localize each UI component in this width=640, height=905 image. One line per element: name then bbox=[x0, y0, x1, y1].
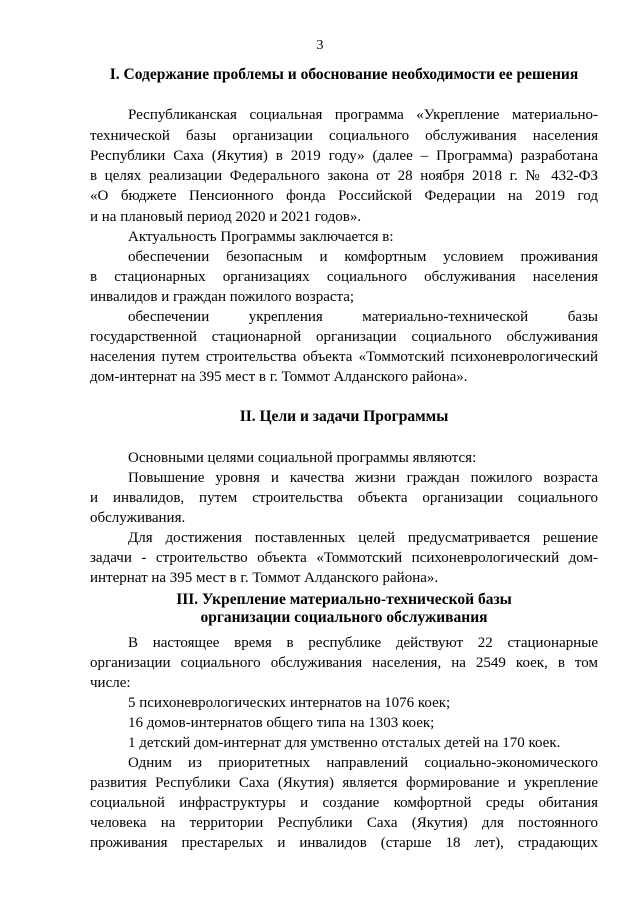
section-2-heading bbox=[90, 408, 598, 426]
paragraph-line: населения путем строительства объекта «Томмотский психоневрологический bbox=[90, 349, 598, 365]
paragraph-line: Актуальность Программы заключается в: bbox=[128, 229, 394, 245]
paragraph-line: задачи - строительство объекта «Томмотский психоневрологический дом- bbox=[90, 550, 598, 566]
paragraph-line: человека на территории Республики Саха (Якутия) для постоянного bbox=[90, 815, 598, 831]
paragraph-line: В настоящее время в республике действуют 22 стационарные bbox=[128, 635, 598, 651]
paragraph-line: Республики Саха (Якутия) в 2019 году» (далее – Программа) разработана bbox=[90, 148, 598, 164]
section-2-heading-text: II. Цели и задачи Программы bbox=[239, 408, 449, 425]
paragraph-line: Республиканская социальная программа «Укрепление материально- bbox=[128, 107, 598, 123]
paragraph-line: дом-интернат на 395 мест в г. Томмот Алданского района». bbox=[90, 369, 468, 385]
paragraph-line: обслуживания. bbox=[90, 510, 186, 526]
paragraph-line: инвалидов и граждан пожилого возраста; bbox=[90, 289, 355, 305]
paragraph-line: Одним из приоритетных направлений социально-экономического bbox=[128, 755, 598, 771]
paragraph-line: развития Республики Саха (Якутия) является формирование и укрепление bbox=[90, 775, 598, 791]
paragraph-line: и на плановый период 2020 и 2021 годов». bbox=[90, 209, 362, 225]
page-number: 3 bbox=[316, 38, 324, 53]
paragraph-line: проживания престарелых и инвалидов (старше 18 лет), страдающих bbox=[90, 835, 598, 851]
section-3-heading-line-2: организации социального обслуживания bbox=[200, 609, 488, 626]
paragraph-line: технической базы организации социального обслуживания населения bbox=[90, 128, 598, 144]
list-item: 16 домов-интернатов общего типа на 1303 коек; bbox=[128, 715, 435, 731]
section-3-heading bbox=[90, 591, 598, 627]
paragraph-line: Для достижения поставленных целей предусматривается решение bbox=[128, 530, 598, 546]
paragraph-line: социальной инфраструктуры и создание комфортной среды обитания bbox=[90, 795, 598, 811]
paragraph-line: в стационарных организациях социального обслуживания населения bbox=[90, 269, 598, 285]
list-item: 1 детский дом-интернат для умственно отсталых детей на 170 коек. bbox=[128, 735, 561, 751]
paragraph-line: интернат на 395 мест в г. Томмот Алданского района». bbox=[90, 570, 439, 586]
paragraph-line: числе: bbox=[90, 675, 131, 691]
paragraph-line: в целях реализации Федерального закона от 28 ноября 2018 г. № 432-ФЗ bbox=[90, 168, 598, 184]
paragraph-line: Повышение уровня и качества жизни граждан пожилого возраста bbox=[128, 470, 598, 486]
paragraph-line: государственной стационарной организации социального обслуживания bbox=[90, 329, 598, 345]
paragraph-line: и инвалидов, путем строительства объекта организации социального bbox=[90, 490, 598, 506]
paragraph-line: «О бюджете Пенсионного фонда Российской Федерации на 2019 год bbox=[90, 188, 598, 204]
paragraph-line: организации социального обслуживания населения, на 2549 коек, в том bbox=[90, 655, 598, 671]
section-1-heading-text: I. Содержание проблемы и обоснование необходимости ее решения bbox=[109, 66, 579, 83]
section-3-heading-line-1: III. Укрепление материально-технической базы bbox=[176, 591, 512, 608]
section-1-heading bbox=[90, 66, 598, 84]
paragraph-line: обеспечении укрепления материально-технической базы bbox=[128, 309, 598, 325]
paragraph-line: Основными целями социальной программы являются: bbox=[128, 450, 477, 466]
paragraph-line: обеспечении безопасным и комфортным условием проживания bbox=[128, 249, 598, 265]
list-item: 5 психоневрологических интернатов на 1076 коек; bbox=[128, 695, 451, 711]
